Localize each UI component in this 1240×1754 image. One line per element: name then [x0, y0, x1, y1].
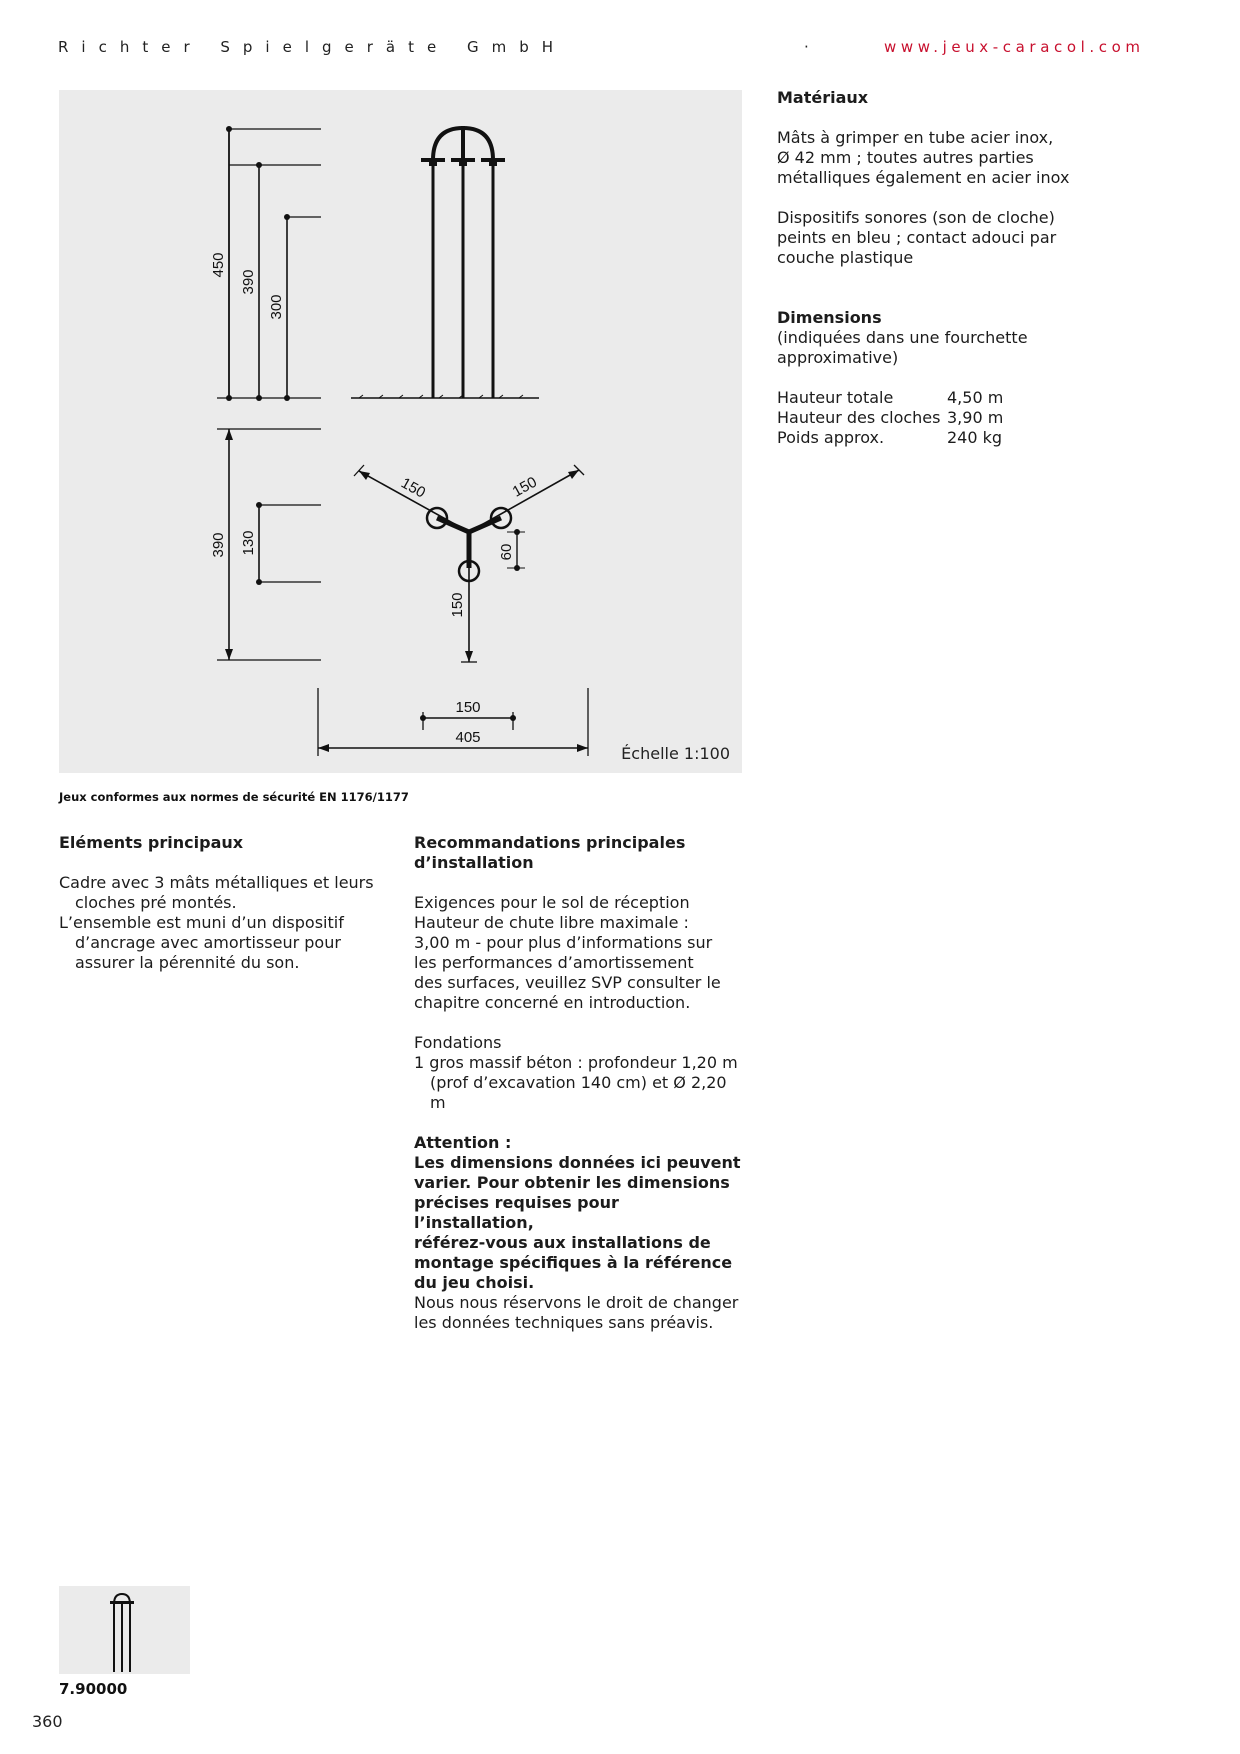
text-line: des surfaces, veuillez SVP consulter le: [414, 973, 721, 992]
materials-line: couche plastique: [777, 248, 914, 267]
dim-390-elevation: 390: [240, 269, 257, 295]
table-row: [777, 388, 1003, 408]
page-number: 360: [32, 1712, 63, 1731]
table-row: [777, 408, 1003, 428]
website-link[interactable]: www.jeux-caracol.com: [884, 38, 1145, 56]
bell-poles-icon: [59, 1586, 190, 1674]
attention-line: varier. Pour obtenir les dimensions: [414, 1173, 730, 1192]
scale-label: Échelle 1:100: [621, 744, 730, 763]
dimensions-subtitle: approximative): [777, 348, 899, 367]
dim-130: 130: [240, 530, 257, 556]
elements-title: Eléments principaux: [59, 833, 244, 852]
spec-value: 3,90 m: [947, 408, 1004, 427]
fondations-title: Fondations: [414, 1033, 502, 1052]
table-row: [777, 428, 1003, 448]
notice-line: Nous nous réservons le droit de changer: [414, 1293, 739, 1312]
spec-label: Poids approx.: [777, 428, 885, 447]
company-name: Richter Spielgeräte GmbH: [58, 38, 567, 56]
dim-300: 300: [268, 294, 285, 320]
attention-title: Attention :: [414, 1133, 512, 1152]
text-line: Hauteur de chute libre maximale :: [414, 913, 689, 932]
header-separator: ·: [804, 38, 822, 56]
materials-title: Matériaux: [777, 88, 869, 107]
text-line: chapitre concerné en introduction.: [414, 993, 691, 1012]
dim-150-arm-down: 150: [449, 592, 466, 618]
drawing-svg: [59, 90, 742, 773]
attention-line: du jeu choisi.: [414, 1273, 535, 1292]
dim-390-plan: 390: [210, 532, 227, 558]
elements-section: [59, 833, 379, 973]
dim-60: 60: [498, 543, 515, 561]
recommendations-section: [414, 833, 744, 1333]
materials-section: [777, 88, 1097, 268]
materials-line: métalliques également en acier inox: [777, 168, 1070, 187]
materials-line: Dispositifs sonores (son de cloche): [777, 208, 1055, 227]
spec-value: 240 kg: [947, 428, 1003, 447]
materials-line: peints en bleu ; contact adouci par: [777, 228, 1057, 247]
dim-150-arm-right: 150: [509, 473, 540, 501]
dim-150-width: 150: [455, 699, 481, 716]
dim-450: 450: [210, 252, 227, 278]
technical-drawing: [59, 90, 742, 773]
product-reference: 7.90000: [59, 1680, 128, 1698]
text-line: (prof d’excavation 140 cm) et Ø 2,20 m: [430, 1073, 727, 1112]
list-item: L’ensemble est muni d’un dispositif d’ancrage avec amortisseur pour assurer la pérennité du son.: [59, 913, 344, 972]
dimensions-section: [777, 308, 1097, 448]
list-item: Cadre avec 3 mâts métalliques et leurs cloches pré montés.: [59, 873, 374, 912]
spec-label: Hauteur totale: [777, 388, 894, 407]
spec-label: Hauteur des cloches: [777, 408, 941, 427]
recommendations-title: d’installation: [414, 853, 534, 872]
elevation-view: [351, 126, 539, 398]
materials-line: Mâts à grimper en tube acier inox,: [777, 128, 1054, 147]
dimensions-subtitle: (indiquées dans une fourchette: [777, 328, 1028, 347]
plan-view: [354, 465, 584, 662]
dim-405: 405: [455, 729, 481, 746]
recommendations-title: Recommandations principales: [414, 833, 686, 852]
text-line: les performances d’amortissement: [414, 953, 694, 972]
attention-line: référez-vous aux installations de: [414, 1233, 711, 1252]
attention-line: montage spécifiques à la référence: [414, 1253, 733, 1272]
text-line: 3,00 m - pour plus d’informations sur: [414, 933, 713, 952]
dim-150-arm-left: 150: [398, 474, 429, 502]
dimensions-title: Dimensions: [777, 308, 882, 327]
text-line: Exigences pour le sol de réception: [414, 893, 690, 912]
notice-line: les données techniques sans préavis.: [414, 1313, 714, 1332]
product-thumbnail: [59, 1586, 190, 1674]
attention-line: précises requises pour l’installation,: [414, 1193, 619, 1232]
dimensions-table: [777, 388, 1003, 448]
text-line: 1 gros massif béton : profondeur 1,20 m: [414, 1053, 738, 1072]
materials-line: Ø 42 mm ; toutes autres parties: [777, 148, 1034, 167]
spec-value: 4,50 m: [947, 388, 1004, 407]
attention-line: Les dimensions données ici peuvent: [414, 1153, 741, 1172]
safety-norm-note: Jeux conformes aux normes de sécurité EN 1176/1177: [59, 790, 409, 804]
page-header: [58, 38, 1145, 62]
